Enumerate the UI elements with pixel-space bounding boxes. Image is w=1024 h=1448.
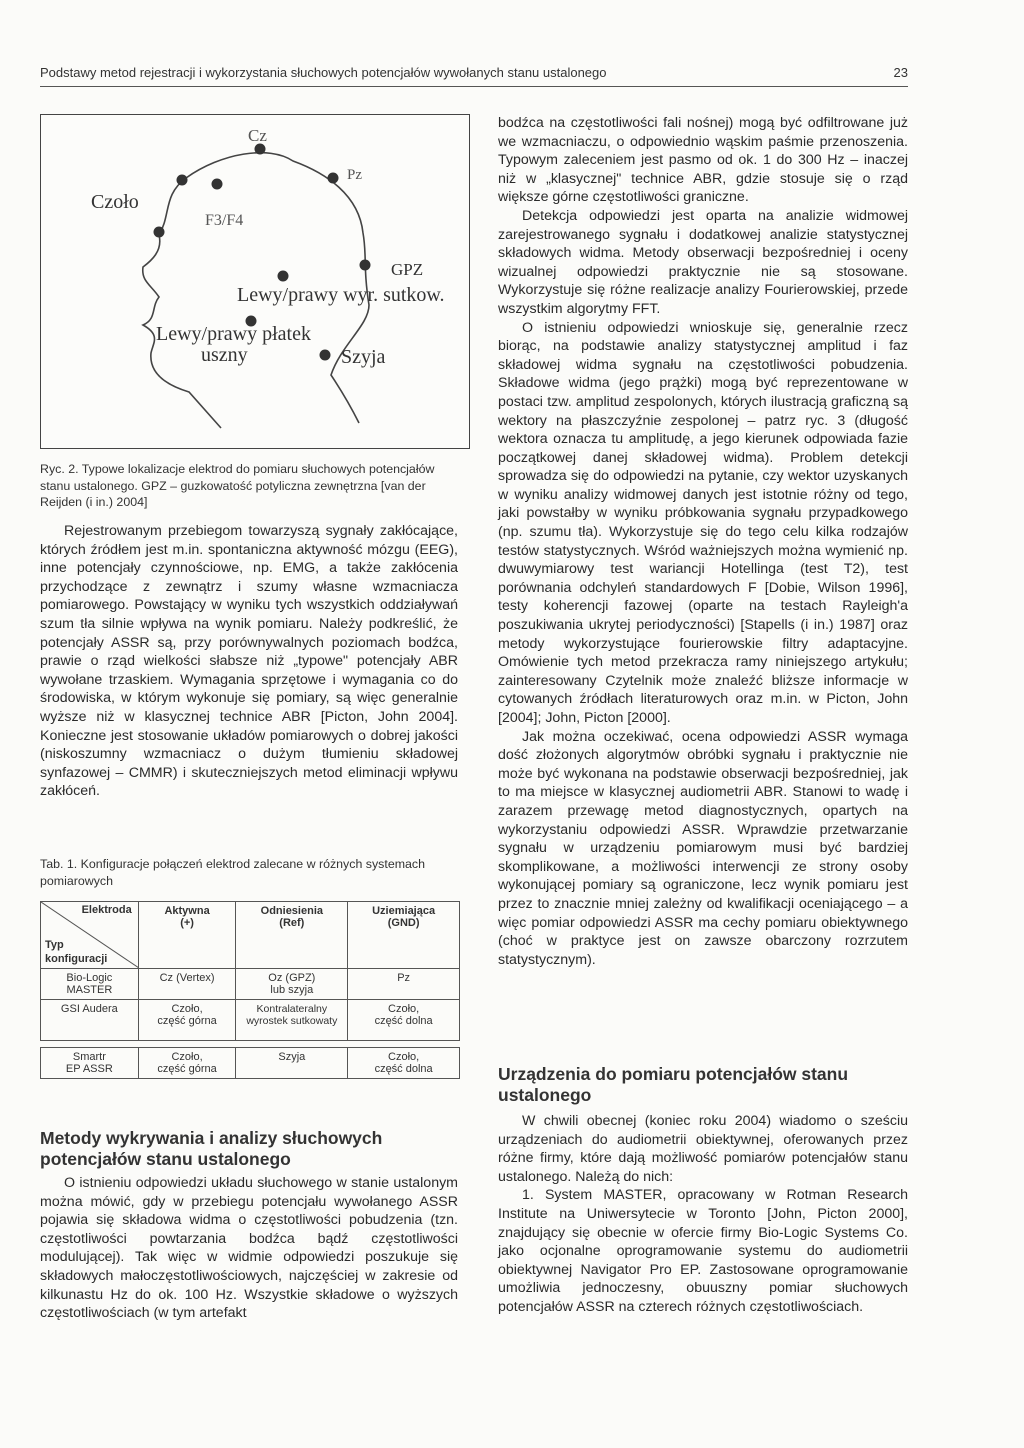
label-mastoid: Lewy/prawy wyr. sutkow. — [237, 284, 445, 306]
running-title: Podstawy metod rejestracji i wykorzystania słuchowych potencjałów wywołanych stanu ustalonego — [40, 65, 607, 80]
label-gpz: GPZ — [391, 260, 424, 279]
table-row — [41, 969, 460, 1000]
column-header: Aktywna (+) — [138, 902, 236, 969]
paragraph: O istnieniu odpowiedzi układu słuchowego w stanie ustalonym można mówić, gdy w przebiegu potencjału wywołanego ASSR pojawia się składowa widma o częstotliwości pobudzenia (tzn. częstotliwości powtarzania bodźca bądź częstotliwości modulującej). Tak więc w widmie odpowiedzi poszukuje się składowych małoczęstotliwościowych, najczęściej w zakresie od kilkunastu Hz do ok. 100 Hz. Wszystkie składowe o wyższych częstotliwościach (w tym artefakt — [40, 1175, 458, 1322]
table-row — [41, 1000, 460, 1041]
table-row — [41, 1048, 460, 1079]
table-header-row — [41, 902, 460, 969]
section-heading-methods: Metody wykrywania i analizy słuchowych potencjałów stanu ustalonego — [40, 1128, 383, 1169]
table-cell: Smartr EP ASSR — [41, 1048, 139, 1079]
label-pz: Pz — [347, 167, 362, 183]
head-diagram — [41, 115, 469, 448]
table-cell: Oz (GPZ) lub szyja — [236, 969, 348, 1000]
electrode-pz — [328, 173, 339, 184]
right-column-text — [498, 114, 908, 969]
paragraph: Rejestrowanym przebiegom towarzyszą sygnały zakłócające, których źródłem jest m.in. spontaniczna aktywność mózgu (EEG), inne potencjały czynnościowe, np. EMG, a także zakłócenia przychodzące z zewnątrz i szumy własne wzmacniacza pomiarowego. Powstający w wyniku tych wszystkich oddziaływań szum tła silnie wpływa na wynik pomiaru. Należy podkreślić, że potencjały ASSR są, przy porównywalnych poziomach bodźca, prawie o rząd wielkości słabsze niż „typowe" potencjały ABR wywołane trzaskiem. Wymagania sprzętowe i wymagania co do środowiska, w którym wykonuje się pomiary, są więc generalnie wyższe niż w klasycznej technice ABR [Picton, John 2004]. Konieczne jest stosowanie układów pomiarowych o dobrej jakości (niskoszumny wzmacniacz o dużym tłumieniu składowej synfazowej – CMMR) i skuteczniejszych metod eliminacji wpływu zakłóceń. — [40, 523, 458, 800]
paragraph: Jak można oczekiwać, ocena odpowiedzi ASSR wymaga dość złożonych algorytmów obróbki sygnału i praktycznie nie może być wykonana na podstawie obserwacji bezpośredniej, jak to ma miejsce w klasycznej audiometrii ABR. Stanowi to wadę i zarazem przewagę metod diagnostycznych, opartych na wykorzystaniu odpowiedzi ASSR. Wprawdzie przetwarzanie sygnału w urządzeniu pomiarowym musi być bardziej skomplikowane, a możliwości interwencji ze strony osoby wykonującej pomiary są ograniczone, lecz wynik pomiaru jest przez to znacznie mniej zależny od kwalifikacji oceniającego – a więc pomiar odpowiedzi ASSR ma cechy pomiaru obiektywnego (choć w praktyce jest on zawsze obarczony rozrzutem statystycznym). — [498, 728, 908, 968]
electrode-figure — [40, 114, 470, 449]
table-cell: Szyja — [236, 1048, 348, 1079]
corner-bottom-label: Typ konfiguracji — [45, 939, 108, 965]
table-cell: Czoło, część dolna — [348, 1000, 460, 1041]
table-caption: Tab. 1. Konfiguracje połączeń elektrod zalecane w różnych systemach pomiarowych — [40, 857, 426, 888]
methods-text — [40, 1174, 458, 1323]
table-cell: Czoło, część górna — [138, 1000, 236, 1041]
table-cell: GSI Audera — [41, 1000, 139, 1041]
electrode-gpz — [360, 260, 371, 271]
table-corner-cell — [41, 902, 139, 969]
table-cell: Czoło, część dolna — [348, 1048, 460, 1079]
table-cell: Pz — [348, 969, 460, 1000]
table-cell: Cz (Vertex) — [138, 969, 236, 1000]
left-paragraph-1 — [40, 522, 458, 801]
paragraph: O istnieniu odpowiedzi wnioskuje się, generalnie rzecz biorąc, na podstawie analizy statystycznej amplitud i faz składowej widma sygnału na częstotliwości pobudzenia. Składowe widma (jego prążki) mogą być reprezentowane w postaci tzw. amplitud zespolonych, których ilustracją graficzną są wektory na płaszczyźnie zespolonej – patrz ryc. 3 (długość wektora oznacza tu amplitudę, a jego kierunek odpowiada fazie początkowej danej składowej widma). Problem detekcji sprowadza się do odpowiedzi na pytanie, czy wektor uzyskanych w wyniku analizy widmowej danych jest istotnie różny od tego, jaki powstałby w wyniku próbkowania sygnału przypadkowego (np. szumu tła). Wykorzystuje się do tego celu kilka rodzajów testów statystycznych. Wśród ważniejszych można wymienić np. dwuwymiarowy test wariancji Hotellinga (test T2), test porównania odchyleń standardowych F [Dobie, Wilson 1996], testy koherencji fazowej (oparte na testach Rayleigh'a poszukiwania ukrytej periodyczności) [Stapells (i in.) 1987] oraz metody wykorzystujące fourierowskie filtry adaptacyjne. Omówienie tych metod przekracza ramy niniejszego artykułu; zainteresowany Czytelnik może znaleźć bliższe informacje w cytowanych źródłach literaturowych oraz m.in. w Picton, John [2004]; John, Picton [2000]. — [498, 319, 908, 726]
devices-text — [498, 1112, 908, 1317]
table-cell: Czoło, część górna — [138, 1048, 236, 1079]
paragraph: Detekcja odpowiedzi jest oparta na analizie widmowej zarejestrowanego sygnału i dodatkowej analizie statystycznej składowych widma. Metody obserwacji bezpośredniej i oceny wizualnej odpowiedzi praktycznie nie są stosowane. Wykorzystuje się różne realizacje analizy Fourierowskiej, przede wszystkim algorytmy FFT. — [498, 207, 908, 317]
electrode-czolo-low — [154, 227, 165, 238]
table-cell: Bio-Logic MASTER — [41, 969, 139, 1000]
electrode-config-table — [40, 901, 460, 1079]
page-number: 23 — [893, 65, 908, 80]
section-heading-devices: Urządzenia do pomiaru potencjałów stanu ustalonego — [498, 1064, 849, 1105]
table-gap-row — [41, 1041, 460, 1048]
electrode-cz — [255, 144, 266, 155]
electrode-szyja — [320, 350, 331, 361]
label-szyja: Szyja — [341, 346, 386, 368]
table-cell: Kontralateralny wyrostek sutkowaty — [236, 1000, 348, 1041]
electrode-czolo — [177, 175, 188, 186]
electrode-mastoid — [278, 271, 289, 282]
label-cz: Cz — [248, 126, 267, 145]
electrode-f3f4 — [212, 179, 223, 190]
label-earlobe-1: Lewy/prawy płatek — [156, 323, 311, 345]
label-czolo: Czoło — [91, 191, 139, 213]
paragraph: 1. System MASTER, opracowany w Rotman Research Institute na Uniwersytecie w Toronto [John, Picton 2000], znajdujący się obecnie w ofercie firmy Bio-Logic Systems Co. jako ocjonalne oprogramowanie systemu do audiometrii obiektywnej Navigator Pro EP. Zastosowane oprogramowanie umożliwia jednoczesny, obuuszny pomiar słuchowych potencjałów ASSR na czterech różnych częstotliwościach. — [498, 1187, 908, 1315]
paragraph: bodźca na częstotliwości fali nośnej) mogą być odfiltrowane już we wzmacniaczu, o odpowiednio wąskim paśmie przenoszenia. Typowym zaleceniem jest pasmo od ok. 1 do 300 Hz – inaczej niż w „klasycznej" technice ABR, gdzie stosuje się o rząd większe górne częstotliwości graniczne. — [498, 115, 908, 206]
column-header: Uziemiająca (GND) — [348, 902, 460, 969]
paragraph: W chwili obecnej (koniec roku 2004) wiadomo o sześciu urządzeniach do audiometrii obiektywnej, oferowanych przez różne firmy, które dają możliwość pomiarów potencjałów stanu ustalonego. Należą do nich: — [498, 1113, 908, 1185]
corner-top-label: Elektroda — [81, 904, 132, 916]
column-header: Odniesienia (Ref) — [236, 902, 348, 969]
figure-caption: Ryc. 2. Typowe lokalizacje elektrod do pomiaru słuchowych potencjałów stanu ustalonego. GPZ – guzkowatość potyliczna zewnętrzna [van der Reijden (i in.) 2004] — [40, 462, 435, 509]
running-header — [40, 62, 908, 87]
label-f3f4: F3/F4 — [205, 212, 244, 229]
label-earlobe-2: uszny — [201, 344, 248, 366]
